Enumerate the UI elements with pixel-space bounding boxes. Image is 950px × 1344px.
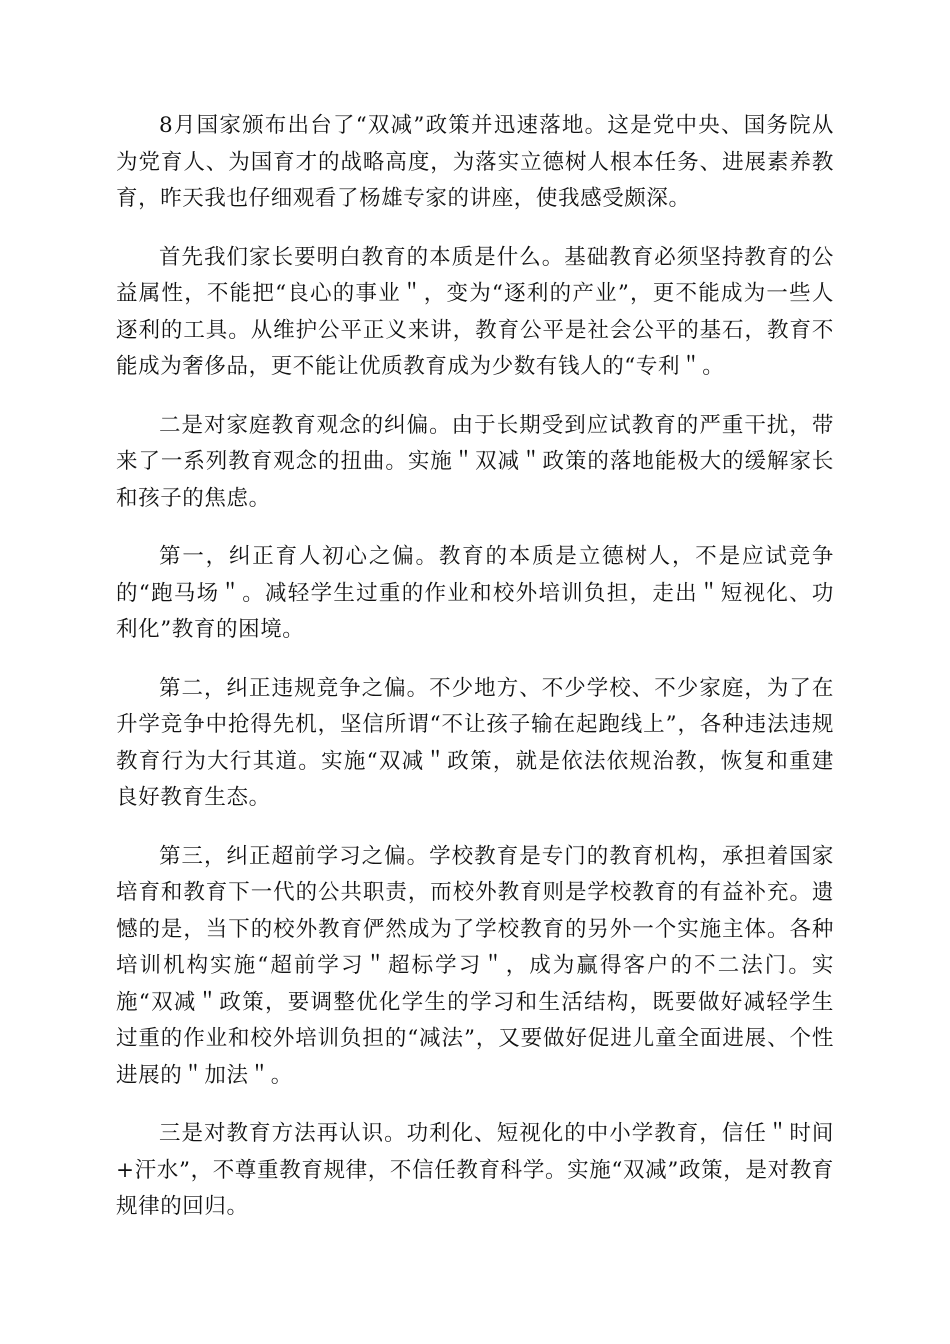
document-body (116, 108, 834, 1248)
paragraph-2: 首先我们家长要明白教育的本质是什么。基础教育必须坚持教育的公益属性，不能把“良心的事业＂，变为“逐利的产业”，更不能成为一些人逐利的工具。从维护公平正义来讲，教育公平是社会公平的基石，教育不能成为奢侈品，更不能让优质教育成为少数有钱人的“专利＂。 (116, 244, 834, 379)
paragraph-6: 第三，纠正超前学习之偏。学校教育是专门的教育机构，承担着国家培育和教育下一代的公共职责，而校外教育则是学校教育的有益补充。遗憾的是，当下的校外教育俨然成为了学校教育的另外一个实施主体。各种培训机构实施“超前学习＂超标学习＂，成为赢得客户的不二法门。实施“双减＂政策，要调整优化学生的学习和生活结构，既要做好减轻学生过重的作业和校外培训负担的“减法”，又要做好促进儿童全面进展、个性进展的＂加法＂。 (116, 843, 834, 1088)
paragraph-3: 二是对家庭教育观念的纠偏。由于长期受到应试教育的严重干扰，带来了一系列教育观念的扭曲。实施＂双减＂政策的落地能极大的缓解家长和孩子的焦虑。 (116, 412, 834, 511)
paragraph-1: 8月国家颁布出台了“双减”政策并迅速落地。这是党中央、国务院从为党育人、为国育才的战略高度，为落实立德树人根本任务、进展素养教育，昨天我也仔细观看了杨雄专家的讲座，使我感受颇深。 (116, 113, 834, 211)
paragraph-7: 三是对教育方法再认识。功利化、短视化的中小学教育，信任＂时间+汗水”，不尊重教育规律，不信任教育科学。实施“双减”政策，是对教育规律的回归。 (116, 1121, 834, 1219)
paragraph-4: 第一，纠正育人初心之偏。教育的本质是立德树人，不是应试竞争的“跑马场＂。减轻学生过重的作业和校外培训负担，走出＂短视化、功利化”教育的困境。 (116, 544, 834, 642)
paragraph-5: 第二，纠正违规竞争之偏。不少地方、不少学校、不少家庭，为了在升学竞争中抢得先机，坚信所谓“不让孩子输在起跑线上”，各种违法违规教育行为大行其道。实施“双减＂政策，就是依法依规治教，恢复和重建良好教育生态。 (116, 675, 834, 810)
